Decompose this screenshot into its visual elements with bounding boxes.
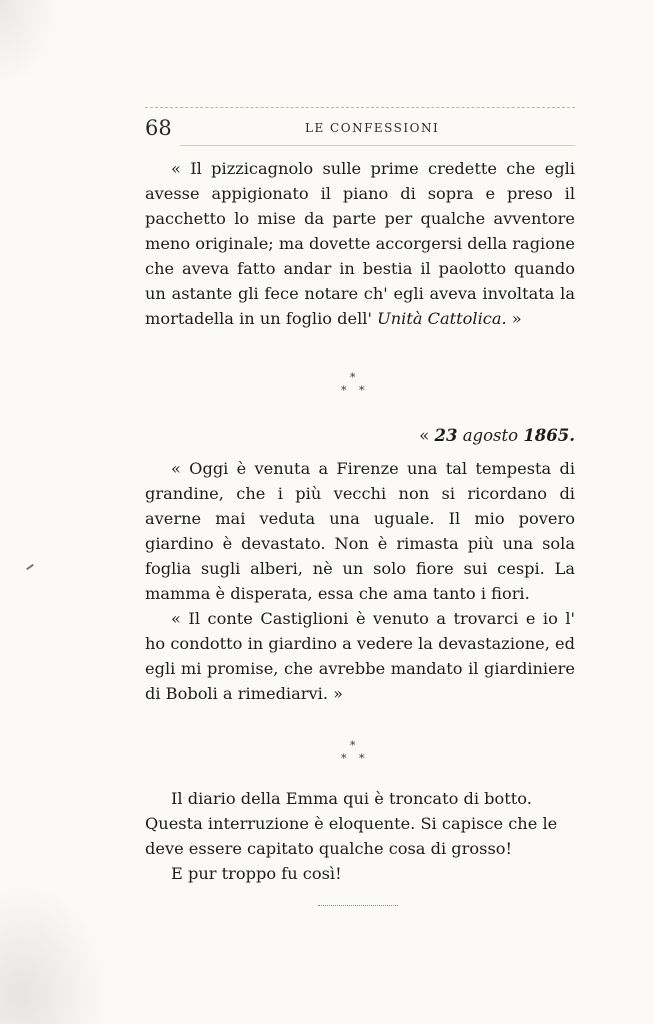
paragraph: [145, 156, 575, 331]
closing-quote: »: [506, 309, 522, 328]
page-number: 68: [145, 116, 172, 140]
asterisk: *: [359, 384, 365, 397]
asterisk: *: [341, 384, 347, 397]
text-block: [145, 456, 575, 706]
dateline-year: 1865.: [523, 426, 575, 445]
page-header: [145, 114, 575, 142]
asterisk: *: [350, 371, 356, 384]
header-rule: [180, 145, 575, 146]
dateline-quote: «: [419, 426, 435, 445]
newspaper-title: Unità Cattolica.: [377, 309, 507, 328]
end-ornament: [318, 905, 398, 906]
dateline-day: 23: [434, 426, 458, 445]
paper-stain: [0, 0, 60, 90]
text-block: [145, 786, 575, 886]
paper-stain: [0, 880, 110, 1024]
dateline: [360, 424, 575, 448]
dateline-month: agosto: [462, 426, 519, 445]
paragraph-text: « Il pizzicagnolo sulle prime credette che egli avesse appigionato il piano di sopra e preso il pacchetto lo mise da parte per qualche avventore meno originale; ma dovette accorgersi della ragione che aveva fatto andar in bestia il paolotto quando un astante gli fece notare ch' egli aveva involtata la mortadella in un foglio dell': [145, 159, 575, 328]
asterisk: *: [359, 752, 365, 765]
asterisk: *: [341, 752, 347, 765]
paragraph: Il diario della Emma qui è troncato di botto. Questa interruzione è eloquente. Si capisce che le deve essere capitato qualche cosa di grosso!: [145, 789, 558, 858]
asterisk: *: [350, 739, 356, 752]
running-head: LE CONFESSIONI: [305, 121, 440, 135]
paragraph: « Oggi è venuta a Firenze una tal tempesta di grandine, che i più vecchi non si ricordano di averne mai veduta una uguale. Il mio povero giardino è devastato. Non è rimasta più una sola foglia sugli alberi, nè un solo fiore sui cespi. La mamma è disperata, essa che ama tanto i fiori.: [145, 459, 575, 603]
header-rule: [145, 107, 575, 108]
asterism: [335, 740, 375, 770]
text-block: [145, 156, 575, 331]
asterism: [335, 372, 375, 402]
margin-mark: [26, 564, 34, 570]
paragraph: « Il conte Castiglioni è venuto a trovarci e io l' ho condotto in giardino a vedere la devastazione, ed egli mi promise, che avrebbe mandato il giardiniere di Boboli a rimediarvi. »: [145, 609, 575, 703]
paragraph: E pur troppo fu così!: [171, 864, 342, 883]
